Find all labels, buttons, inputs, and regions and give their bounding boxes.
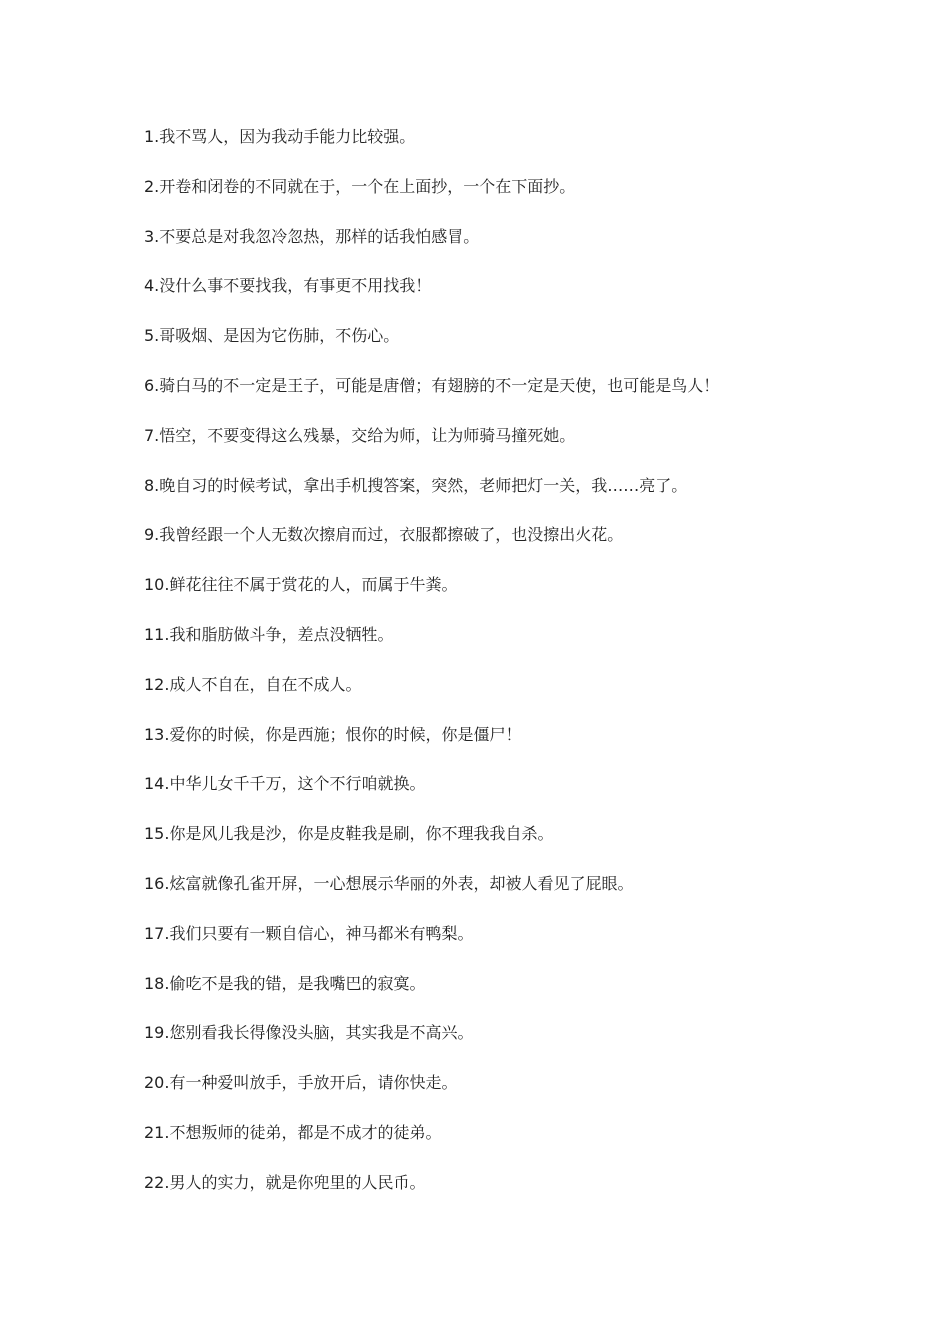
list-item: 5.哥吸烟、是因为它伤肺，不伤心。 <box>144 326 400 346</box>
list-item: 4.没什么事不要找我，有事更不用找我！ <box>144 276 432 296</box>
list-item: 22.男人的实力，就是你兜里的人民币。 <box>144 1172 426 1192</box>
list-item: 7.悟空，不要变得这么残暴，交给为师，让为师骑马撞死她。 <box>144 425 576 445</box>
list-item: 15.你是风儿我是沙，你是皮鞋我是刷，你不理我我自杀。 <box>144 824 554 844</box>
list-item: 20.有一种爱叫放手，手放开后，请你快走。 <box>144 1073 458 1093</box>
list-item: 14.中华儿女千千万，这个不行咱就换。 <box>144 774 426 794</box>
list-item: 6.骑白马的不一定是王子，可能是唐僧；有翅膀的不一定是天使，也可能是鸟人！ <box>144 375 720 395</box>
list-item: 12.成人不自在，自在不成人。 <box>144 674 362 694</box>
list-item: 18.偷吃不是我的错，是我嘴巴的寂寞。 <box>144 973 426 993</box>
list-item: 21.不想叛师的徒弟，都是不成才的徒弟。 <box>144 1122 442 1142</box>
list-item: 17.我们只要有一颗自信心，神马都米有鸭梨。 <box>144 923 474 943</box>
list-item: 11.我和脂肪做斗争，差点没牺牲。 <box>144 624 394 644</box>
list-item: 1.我不骂人，因为我动手能力比较强。 <box>144 127 416 146</box>
list-item: 13.爱你的时候，你是西施；恨你的时候，你是僵尸！ <box>144 724 522 744</box>
joke-list <box>144 123 844 1219</box>
list-item: 9.我曾经跟一个人无数次擦肩而过，衣服都擦破了，也没擦出火花。 <box>144 525 624 545</box>
list-item: 2.开卷和闭卷的不同就在于，一个在上面抄，一个在下面抄。 <box>144 176 576 196</box>
list-item: 3.不要总是对我忽冷忽热，那样的话我怕感冒。 <box>144 226 480 246</box>
list-item: 16.炫富就像孔雀开屏，一心想展示华丽的外表，却被人看见了屁眼。 <box>144 873 634 893</box>
list-item: 8.晚自习的时候考试，拿出手机搜答案，突然，老师把灯一关，我……亮了。 <box>144 475 688 495</box>
list-item: 19.您别看我长得像没头脑，其实我是不高兴。 <box>144 1023 474 1043</box>
list-item: 10.鲜花往往不属于赏花的人，而属于牛粪。 <box>144 575 458 595</box>
